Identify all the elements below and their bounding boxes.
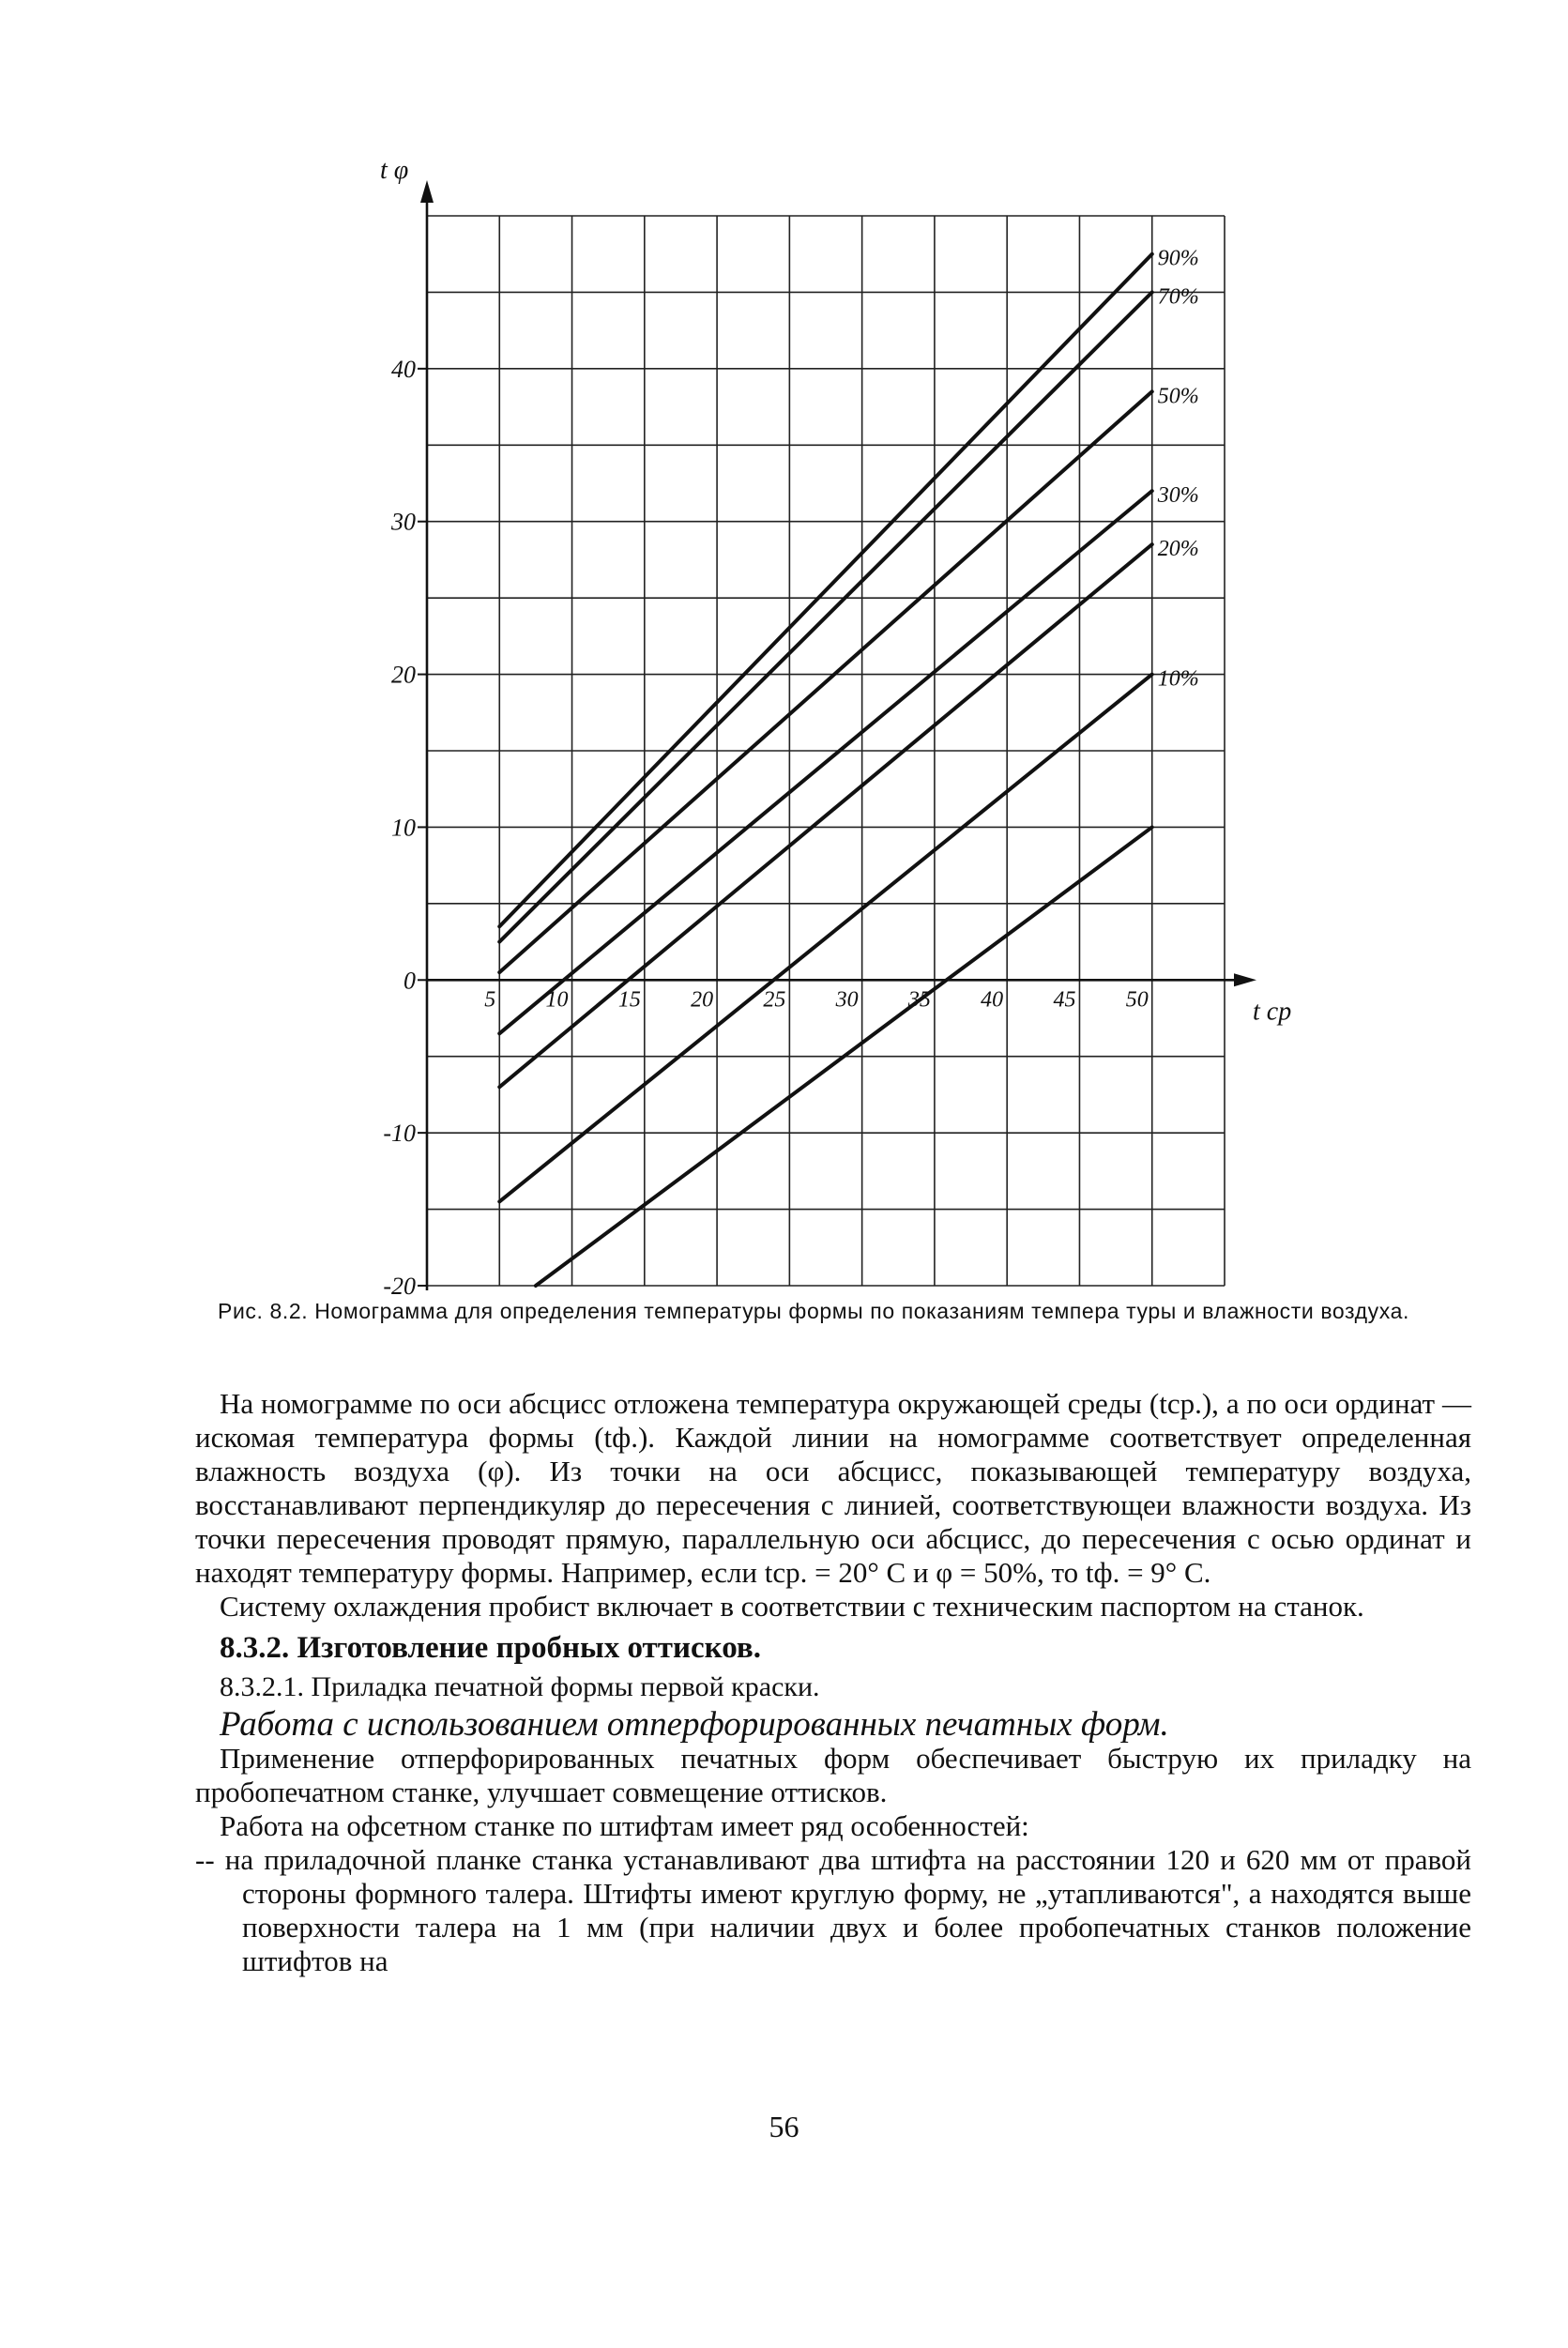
x-tick-label: 35 [907,987,931,1013]
y-tick-label: 30 [391,508,416,536]
italic-heading: Работа с использованием отперфорированных печатных форм. [220,1705,1169,1744]
series-label: 70% [1157,284,1199,310]
series-label: 10% [1157,666,1199,692]
y-tick-label: 40 [391,355,416,383]
series-label: 30% [1157,483,1199,509]
x-tick-label: 25 [763,987,786,1013]
x-tick-label: 15 [617,987,641,1013]
x-tick-label: 30 [835,987,859,1013]
series-label: 50% [1157,384,1199,409]
subsection-heading: 8.3.2.1. Приладка печатной формы первой краски. [220,1671,820,1702]
y-tick-label: -20 [383,1273,416,1300]
series-line [499,254,1151,927]
y-axis-arrow [420,180,434,203]
y-axis-label: t φ [380,156,409,185]
list-item-pins: -- на приладочной планке станка устанавливают два штифта на расстоянии 120 и 620 мм от правой стороны формного талера. Штифты имеют круглую форму, не „утапливаются", а находятся выше поверхности талера на 1 мм (при наличии двух и более пробопечатных станков положение штифтов на [195,1843,1471,1977]
x-tick-label: 45 [1053,987,1076,1013]
y-tick-label: -10 [383,1120,416,1148]
paragraph-nomogram-description: На номограмме по оси абсцисс отложена температура окружающей среды (tср.), а по оси ординат — искомая температура формы (tф.). Каждой линии на номограмме соответствует определенная влажность воздуха (φ). Из точки на оси абсцисс, показывающей температуру воздуха, восстанавливают перпендикуляр до пересечения с линией, соответствующеи влажности воздуха. Из точки пересечения проводят прямую, параллельную оси абсцисс, до пересечения с осью ординат и находят температуру формы. Например, если tср. = 20° С и φ = 50%, то tф. = 9° С. [195,1387,1471,1589]
section-heading: 8.3.2. Изготовление пробных оттисков. [220,1631,761,1665]
y-tick-label: 0 [403,967,416,995]
chart-axes [418,180,1256,1290]
paragraph-features: Работа на офсетном станке по штифтам имеет ряд особенностей: [220,1809,1029,1842]
paragraph-cooling-system: Систему охлаждения пробист включает в соответствии с техническим паспортом на станок. [220,1590,1364,1623]
series-line [499,391,1151,972]
y-tick-label: 10 [391,814,416,842]
figure-caption: Рис. 8.2. Номограмма для определения температуры формы по показаниям темпера туры и влажности воздуха. [218,1299,1410,1323]
series-label: 20% [1157,537,1199,562]
x-tick-label: 20 [691,987,714,1013]
nomogram-chart [338,156,1292,1300]
series-line [499,675,1151,1202]
paragraph-perforated-forms: Применение отперфорированных печатных форм обеспечивает быструю их приладку на пробопечатном станке, улучшает совмещение оттисков. [195,1742,1471,1808]
body-text [195,1387,1471,1978]
x-tick-label: 5 [484,987,496,1013]
x-tick-label: 10 [545,987,569,1013]
series-label: 90% [1157,246,1199,271]
x-tick-label: 50 [1125,987,1149,1013]
series-line [499,491,1151,1033]
x-tick-label: 40 [981,987,1004,1013]
x-axis-arrow [1234,973,1256,986]
x-axis-label: t ср [1253,997,1292,1027]
series-line [499,292,1151,941]
page-number: 56 [769,2110,799,2143]
chart-series [499,254,1151,1286]
chart-grid [427,216,1225,1286]
chart-labels [380,156,1291,1300]
y-tick-label: 20 [391,661,416,689]
